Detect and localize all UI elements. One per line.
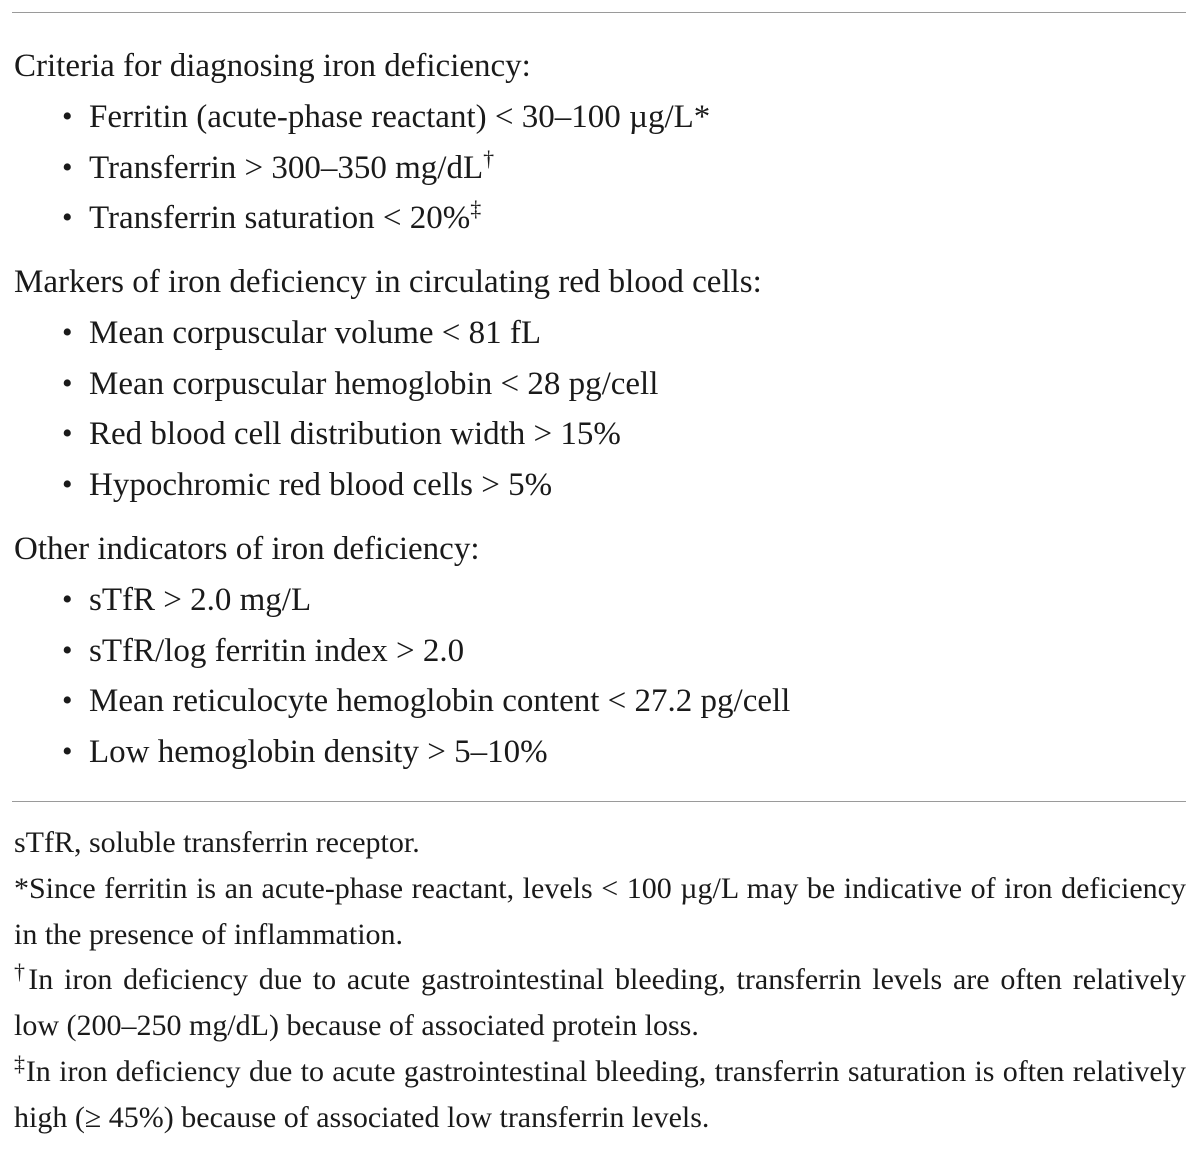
list-item: [14, 409, 762, 460]
bullet-icon: •: [62, 633, 73, 667]
list-item: [14, 193, 710, 244]
footnote-divider-rule: [12, 801, 1186, 802]
list-item: [14, 92, 710, 143]
section-red-cell-markers: [14, 262, 762, 510]
bullet-icon: •: [62, 100, 73, 133]
footnote-asterisk: [14, 866, 1186, 958]
section-heading: Criteria for diagnosing iron deficiency:: [14, 48, 531, 84]
item-text: Mean corpuscular hemoglobin < 28 pg/cell: [89, 365, 659, 402]
list-item: [14, 308, 762, 359]
section-heading: Markers of iron deficiency in circulating red blood cells:: [14, 264, 762, 300]
bullet-icon: •: [62, 583, 73, 616]
indicators-list: [14, 575, 790, 777]
bullet-icon: •: [62, 150, 73, 184]
list-item: [14, 676, 790, 727]
list-item: [14, 359, 762, 410]
footnote-abbreviation: [14, 820, 1186, 866]
list-item: [14, 626, 790, 677]
bullet-icon: •: [62, 366, 73, 400]
markers-list: [14, 308, 762, 510]
footnote-text: In iron deficiency due to acute gastrointestinal bleeding, transferrin saturation is often relatively high (≥ 45%) because of associated low transferrin levels.: [14, 1054, 1186, 1134]
footnote-mark: †: [14, 959, 29, 985]
section-other-indicators: [14, 529, 790, 777]
item-text: Ferritin (acute-phase reactant) < 30–100 µg/L*: [89, 99, 711, 135]
bullet-icon: •: [62, 316, 73, 349]
item-text: Hypochromic red blood cells > 5%: [89, 466, 553, 503]
item-footnote-mark: ‡: [470, 196, 482, 222]
footnote-text: sTfR, soluble transferrin receptor.: [14, 826, 420, 859]
bullet-icon: •: [62, 417, 73, 451]
bullet-icon: •: [62, 467, 73, 501]
item-text: Red blood cell distribution width > 15%: [89, 416, 621, 453]
footnote-mark: ‡: [14, 1050, 26, 1076]
bullet-icon: •: [62, 201, 73, 235]
footnote-dagger: [14, 957, 1186, 1049]
bullet-icon: •: [62, 734, 73, 768]
list-item: [14, 727, 790, 778]
item-text: Mean reticulocyte hemoglobin content < 27.2 pg/cell: [89, 683, 791, 720]
section-heading: Other indicators of iron deficiency:: [14, 531, 480, 567]
footnote-text: In iron deficiency due to acute gastrointestinal bleeding, transferrin levels are often relatively low (200–250 mg/dL) because of associated protein loss.: [14, 963, 1187, 1043]
criteria-list: [14, 92, 710, 244]
footnote-double-dagger: [14, 1049, 1186, 1141]
item-text: Mean corpuscular volume < 81 fL: [89, 315, 542, 351]
table-top-rule: [12, 12, 1186, 13]
item-text: sTfR > 2.0 mg/L: [89, 582, 312, 618]
item-text: Transferrin > 300–350 mg/dL: [89, 149, 484, 186]
item-footnote-mark: †: [483, 145, 495, 171]
list-item: [14, 460, 762, 511]
footnote-text: *Since ferritin is an acute-phase reactant, levels < 100 µg/L may be indicative of iron deficiency in the presence of inflammation.: [14, 871, 1186, 951]
item-text: Low hemoglobin density > 5–10%: [89, 733, 548, 770]
list-item: [14, 143, 710, 194]
item-text: sTfR/log ferritin index > 2.0: [89, 632, 465, 669]
bullet-icon: •: [62, 684, 73, 718]
list-item: [14, 575, 790, 626]
table-footnotes: [14, 820, 1186, 1141]
item-text: Transferrin saturation < 20%: [89, 200, 471, 237]
section-diagnostic-criteria: [14, 46, 710, 244]
